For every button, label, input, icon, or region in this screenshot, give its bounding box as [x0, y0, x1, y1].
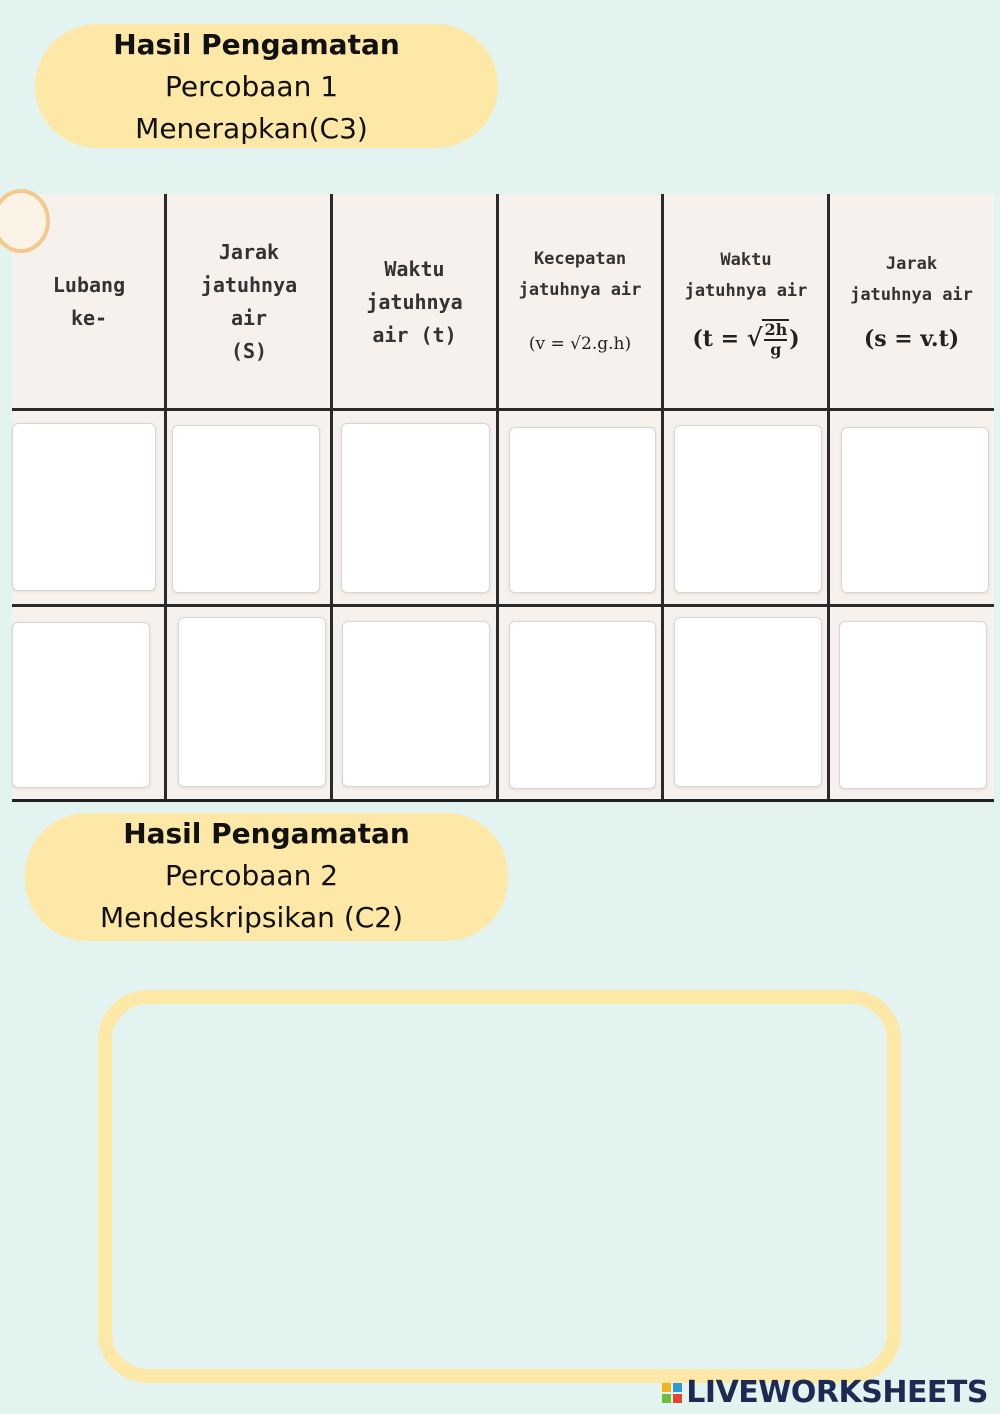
liveworksheets-logo — [662, 1375, 988, 1410]
header-line: ke- — [70, 306, 108, 330]
velocity-formula: (v = √2.g.h) — [528, 333, 632, 354]
formula-part: (t = — [692, 326, 740, 352]
answer-input-r2-c6[interactable] — [839, 621, 987, 789]
header-line: jatuhnya — [200, 273, 298, 297]
header-lubang — [12, 194, 166, 410]
observation-header-1 — [35, 24, 498, 148]
distance-formula: (s = v.t) — [863, 325, 960, 352]
header-jarak-s — [166, 194, 332, 410]
logo-icon — [662, 1383, 682, 1403]
header-line: Kecepatan — [533, 248, 627, 269]
answer-input-r1-c2[interactable] — [172, 425, 320, 593]
answer-input-r1-c1[interactable] — [12, 423, 156, 591]
header-line: jatuhnya air — [684, 281, 808, 301]
header-line: Lubang — [52, 273, 126, 297]
answer-input-r1-c5[interactable] — [674, 425, 822, 593]
answer-input-r2-c5[interactable] — [674, 617, 822, 787]
section-title: Hasil Pengamatan — [123, 817, 410, 850]
grid-line — [496, 194, 499, 799]
section-title: Hasil Pengamatan — [113, 28, 400, 61]
experiment-label: Percobaan 2 — [164, 859, 339, 892]
header-line: jatuhnya — [366, 289, 463, 314]
formula-part: ) — [789, 326, 800, 352]
header-line: Jarak — [218, 240, 280, 264]
observation-table — [12, 194, 994, 802]
header-jarak-formula — [829, 194, 994, 410]
answer-input-r2-c3[interactable] — [342, 621, 490, 787]
header-line: jatuhnya air — [518, 279, 642, 300]
header-line: Waktu — [384, 256, 445, 281]
answer-input-r1-c4[interactable] — [509, 427, 656, 593]
formula-numerator: 2h — [764, 320, 788, 339]
answer-input-r2-c2[interactable] — [178, 617, 326, 787]
time-formula: (t = √ $\frac{2h}{g}$ ) — [692, 320, 800, 359]
description-answer-box[interactable] — [98, 990, 901, 1383]
grid-line — [12, 604, 994, 607]
grid-line — [164, 194, 167, 799]
grid-line — [827, 194, 830, 799]
header-waktu-t — [332, 194, 497, 410]
grid-line — [12, 408, 994, 411]
answer-input-r2-c4[interactable] — [509, 621, 656, 789]
header-line: jatuhnya air — [850, 284, 973, 305]
header-line: air — [230, 306, 268, 330]
grid-line — [330, 194, 333, 799]
watermark-text: LIVEWORKSHEETS — [686, 1375, 988, 1410]
grid-line — [661, 194, 664, 799]
header-line: Jarak — [885, 253, 938, 274]
answer-input-r2-c1[interactable] — [12, 622, 150, 788]
header-kecepatan — [497, 194, 663, 410]
cognitive-level: Mendeskripsikan (C2) — [99, 901, 404, 934]
formula-denominator: g — [770, 340, 782, 359]
answer-input-r1-c6[interactable] — [841, 427, 989, 593]
observation-header-2 — [25, 813, 508, 941]
header-line: Waktu — [720, 250, 772, 270]
header-waktu-formula — [663, 194, 829, 410]
experiment-label: Percobaan 1 — [164, 70, 339, 103]
answer-input-r1-c3[interactable] — [341, 423, 490, 593]
header-line: air (t) — [372, 322, 457, 347]
cognitive-level: Menerapkan(C3) — [135, 112, 368, 145]
header-line: (S) — [230, 339, 268, 363]
